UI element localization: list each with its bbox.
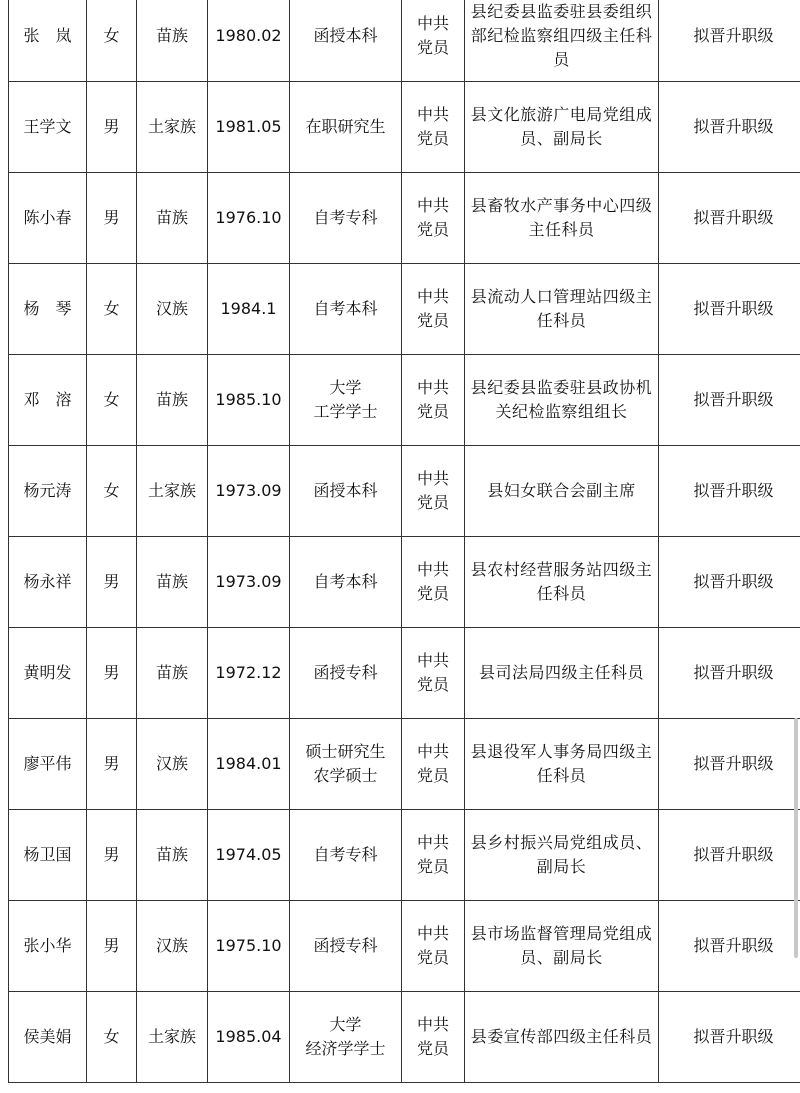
education-cell bbox=[290, 810, 402, 901]
birth-date-cell: 1984.01 bbox=[208, 719, 290, 810]
table-row bbox=[9, 82, 800, 173]
education-cell bbox=[290, 82, 402, 173]
party-cell bbox=[402, 173, 465, 264]
birth-date-cell: 1974.05 bbox=[208, 810, 290, 901]
party-cell-line: 中共 bbox=[416, 287, 449, 306]
plan-cell: 拟晋升职级 bbox=[659, 992, 800, 1083]
education-cell-line: 函授专科 bbox=[313, 663, 378, 682]
plan-cell: 拟晋升职级 bbox=[659, 355, 800, 446]
ethnicity-cell: 苗族 bbox=[137, 173, 208, 264]
gender-cell: 男 bbox=[87, 628, 137, 719]
position-cell: 县委宣传部四级主任科员 bbox=[465, 992, 659, 1083]
education-cell bbox=[290, 628, 402, 719]
gender-cell: 女 bbox=[87, 992, 137, 1083]
party-cell bbox=[402, 446, 465, 537]
table-row bbox=[9, 537, 800, 628]
ethnicity-cell: 苗族 bbox=[137, 537, 208, 628]
plan-cell: 拟晋升职级 bbox=[659, 719, 800, 810]
party-cell-line: 中共 bbox=[416, 196, 449, 215]
position-cell: 县纪委县监委驻县委组织部纪检监察组四级主任科员 bbox=[465, 0, 659, 82]
plan-cell: 拟晋升职级 bbox=[659, 264, 800, 355]
gender-cell: 女 bbox=[87, 264, 137, 355]
party-cell-line: 中共 bbox=[416, 651, 449, 670]
party-cell-line: 党员 bbox=[416, 584, 449, 603]
education-cell bbox=[290, 264, 402, 355]
table-row bbox=[9, 628, 800, 719]
name-cell: 王学文 bbox=[9, 82, 87, 173]
plan-cell: 拟晋升职级 bbox=[659, 537, 800, 628]
birth-date-cell: 1981.05 bbox=[208, 82, 290, 173]
gender-cell: 男 bbox=[87, 901, 137, 992]
name-cell: 黄明发 bbox=[9, 628, 87, 719]
table-row bbox=[9, 446, 800, 537]
party-cell-line: 党员 bbox=[416, 311, 449, 330]
party-cell bbox=[402, 992, 465, 1083]
birth-date-cell: 1984.1 bbox=[208, 264, 290, 355]
ethnicity-cell: 土家族 bbox=[137, 992, 208, 1083]
education-cell-line: 自考专科 bbox=[313, 845, 378, 864]
education-cell-line: 函授专科 bbox=[313, 936, 378, 955]
party-cell bbox=[402, 537, 465, 628]
position-cell: 县退役军人事务局四级主任科员 bbox=[465, 719, 659, 810]
plan-cell: 拟晋升职级 bbox=[659, 901, 800, 992]
gender-cell: 女 bbox=[87, 355, 137, 446]
education-cell bbox=[290, 446, 402, 537]
name-cell: 廖平伟 bbox=[9, 719, 87, 810]
education-cell-line: 自考专科 bbox=[313, 208, 378, 227]
personnel-table bbox=[8, 0, 800, 1083]
education-cell-line: 硕士研究生 bbox=[305, 742, 386, 761]
ethnicity-cell: 汉族 bbox=[137, 901, 208, 992]
birth-date-cell: 1972.12 bbox=[208, 628, 290, 719]
education-cell bbox=[290, 719, 402, 810]
education-cell bbox=[290, 901, 402, 992]
table-row bbox=[9, 0, 800, 82]
education-cell-line: 大学 bbox=[329, 378, 362, 397]
party-cell-line: 党员 bbox=[416, 857, 449, 876]
birth-date-cell: 1985.04 bbox=[208, 992, 290, 1083]
position-cell: 县农村经营服务站四级主任科员 bbox=[465, 537, 659, 628]
table-row bbox=[9, 810, 800, 901]
party-cell bbox=[402, 0, 465, 82]
education-cell-line: 函授本科 bbox=[313, 26, 378, 45]
party-cell-line: 党员 bbox=[416, 766, 449, 785]
gender-cell: 男 bbox=[87, 173, 137, 264]
position-cell: 县纪委县监委驻县政协机关纪检监察组组长 bbox=[465, 355, 659, 446]
party-cell-line: 中共 bbox=[416, 924, 449, 943]
education-cell-line: 工学学士 bbox=[313, 402, 378, 421]
birth-date-cell: 1976.10 bbox=[208, 173, 290, 264]
table-row bbox=[9, 719, 800, 810]
birth-date-cell: 1985.10 bbox=[208, 355, 290, 446]
ethnicity-cell: 苗族 bbox=[137, 355, 208, 446]
table-row bbox=[9, 992, 800, 1083]
position-cell: 县妇女联合会副主席 bbox=[465, 446, 659, 537]
birth-date-cell: 1973.09 bbox=[208, 537, 290, 628]
party-cell bbox=[402, 82, 465, 173]
party-cell-line: 中共 bbox=[416, 833, 449, 852]
table-row bbox=[9, 173, 800, 264]
education-cell bbox=[290, 992, 402, 1083]
position-cell: 县文化旅游广电局党组成员、副局长 bbox=[465, 82, 659, 173]
ethnicity-cell: 汉族 bbox=[137, 264, 208, 355]
ethnicity-cell: 土家族 bbox=[137, 446, 208, 537]
birth-date-cell: 1975.10 bbox=[208, 901, 290, 992]
education-cell-line: 自考本科 bbox=[313, 299, 378, 318]
party-cell-line: 中共 bbox=[416, 14, 449, 33]
scrollbar[interactable] bbox=[794, 718, 798, 958]
position-cell: 县乡村振兴局党组成员、副局长 bbox=[465, 810, 659, 901]
ethnicity-cell: 汉族 bbox=[137, 719, 208, 810]
party-cell-line: 中共 bbox=[416, 742, 449, 761]
plan-cell: 拟晋升职级 bbox=[659, 173, 800, 264]
party-cell-line: 中共 bbox=[416, 1015, 449, 1034]
position-cell: 县市场监督管理局党组成员、副局长 bbox=[465, 901, 659, 992]
party-cell bbox=[402, 901, 465, 992]
party-cell bbox=[402, 719, 465, 810]
position-cell: 县流动人口管理站四级主任科员 bbox=[465, 264, 659, 355]
party-cell bbox=[402, 628, 465, 719]
party-cell-line: 党员 bbox=[416, 220, 449, 239]
plan-cell: 拟晋升职级 bbox=[659, 628, 800, 719]
gender-cell: 男 bbox=[87, 810, 137, 901]
name-cell: 张 岚 bbox=[9, 0, 87, 82]
table-row bbox=[9, 901, 800, 992]
ethnicity-cell: 苗族 bbox=[137, 810, 208, 901]
gender-cell: 男 bbox=[87, 719, 137, 810]
gender-cell: 男 bbox=[87, 82, 137, 173]
birth-date-cell: 1973.09 bbox=[208, 446, 290, 537]
ethnicity-cell: 苗族 bbox=[137, 0, 208, 82]
ethnicity-cell: 土家族 bbox=[137, 82, 208, 173]
party-cell-line: 党员 bbox=[416, 402, 449, 421]
party-cell-line: 党员 bbox=[416, 1039, 449, 1058]
education-cell-line: 经济学学士 bbox=[305, 1039, 386, 1058]
party-cell-line: 中共 bbox=[416, 560, 449, 579]
education-cell bbox=[290, 355, 402, 446]
education-cell bbox=[290, 173, 402, 264]
party-cell-line: 党员 bbox=[416, 493, 449, 512]
ethnicity-cell: 苗族 bbox=[137, 628, 208, 719]
birth-date-cell: 1980.02 bbox=[208, 0, 290, 82]
table-body bbox=[9, 0, 800, 1083]
party-cell-line: 党员 bbox=[416, 675, 449, 694]
party-cell bbox=[402, 355, 465, 446]
name-cell: 杨永祥 bbox=[9, 537, 87, 628]
education-cell-line: 农学硕士 bbox=[313, 766, 378, 785]
name-cell: 杨元涛 bbox=[9, 446, 87, 537]
party-cell-line: 党员 bbox=[416, 129, 449, 148]
table-row bbox=[9, 355, 800, 446]
education-cell bbox=[290, 537, 402, 628]
party-cell-line: 党员 bbox=[416, 948, 449, 967]
gender-cell: 女 bbox=[87, 0, 137, 82]
party-cell-line: 党员 bbox=[416, 38, 449, 57]
name-cell: 杨卫国 bbox=[9, 810, 87, 901]
name-cell: 张小华 bbox=[9, 901, 87, 992]
party-cell-line: 中共 bbox=[416, 105, 449, 124]
name-cell: 陈小春 bbox=[9, 173, 87, 264]
party-cell-line: 中共 bbox=[416, 378, 449, 397]
education-cell-line: 自考本科 bbox=[313, 572, 378, 591]
position-cell: 县畜牧水产事务中心四级主任科员 bbox=[465, 173, 659, 264]
plan-cell: 拟晋升职级 bbox=[659, 0, 800, 82]
gender-cell: 女 bbox=[87, 446, 137, 537]
plan-cell: 拟晋升职级 bbox=[659, 446, 800, 537]
party-cell bbox=[402, 264, 465, 355]
party-cell-line: 中共 bbox=[416, 469, 449, 488]
plan-cell: 拟晋升职级 bbox=[659, 82, 800, 173]
name-cell: 杨 琴 bbox=[9, 264, 87, 355]
position-cell: 县司法局四级主任科员 bbox=[465, 628, 659, 719]
name-cell: 邓 溶 bbox=[9, 355, 87, 446]
table-row bbox=[9, 264, 800, 355]
gender-cell: 男 bbox=[87, 537, 137, 628]
education-cell bbox=[290, 0, 402, 82]
education-cell-line: 在职研究生 bbox=[305, 117, 386, 136]
name-cell: 侯美娟 bbox=[9, 992, 87, 1083]
plan-cell: 拟晋升职级 bbox=[659, 810, 800, 901]
education-cell-line: 函授本科 bbox=[313, 481, 378, 500]
education-cell-line: 大学 bbox=[329, 1015, 362, 1034]
party-cell bbox=[402, 810, 465, 901]
